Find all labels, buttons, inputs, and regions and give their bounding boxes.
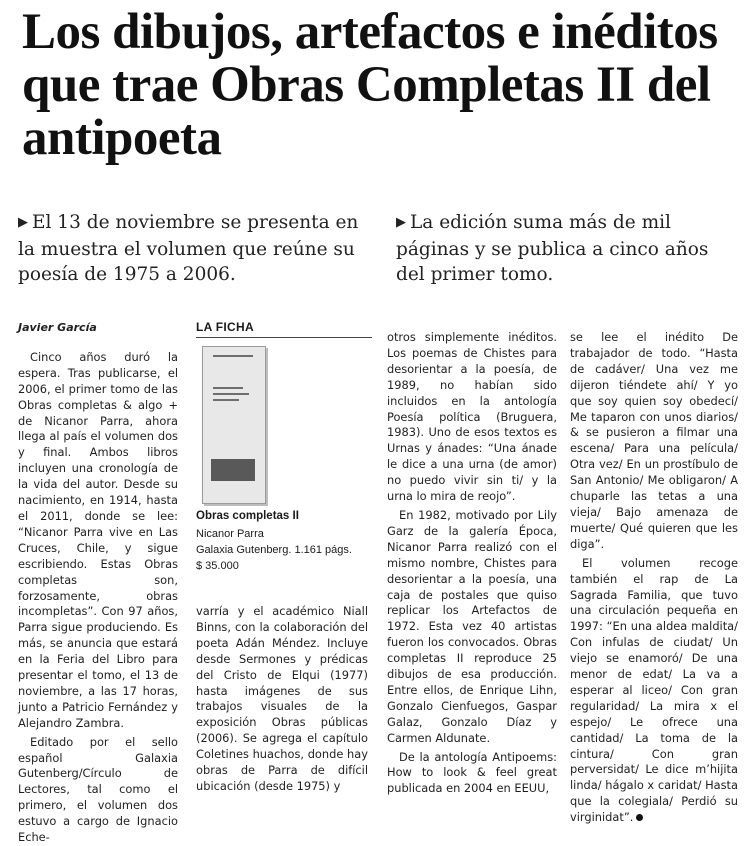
paragraph: varría y el académico Niall Binns, con la colaboración del poeta Adán Méndez. Incluye desde Sermones y prédicas del Cristo de Elqui (1977) hasta imágenes de sus trabajos visuales de la exposición Obras públicas (2006). Se agrega el capítulo Coletines huachos, donde hay obras de Parra de difícil ubicación (desde 1975) y <box>196 604 368 793</box>
cover-line <box>213 355 253 357</box>
book-price: $ 35.000 <box>196 560 239 572</box>
cover-artwork <box>211 459 255 481</box>
divider <box>196 337 372 338</box>
article-column-4 <box>570 330 738 826</box>
triangle-bullet-icon: ▶ <box>18 215 28 230</box>
bullet-point-2 <box>396 210 738 287</box>
bullet-point-1 <box>18 210 378 287</box>
book-publisher: Galaxia Gutenberg. 1.161 págs. <box>196 544 352 556</box>
book-title: Obras completas II <box>196 510 299 522</box>
paragraph: En 1982, motivado por Lily Garz de la galería Época, Nicanor Parra realizó con el mismo nombre, Chistes para desorientar a la poesía, una caja de postales que quiso replicar los Artefactos de 1972. Esta vez 40 artistas fueron los convocados. Obras completas II reproduce 25 dibujos de esa producción. Entre ellos, de Enrique Lihn, Gonzalo Cienfuegos, Gaspar Galaz, Gonzalo Díaz y Carmen Aldunate. <box>387 507 557 745</box>
headline: Los dibujos, artefactos e inéditos que trae Obras Completas II del antipoeta <box>22 4 718 166</box>
paragraph: se lee el inédito De trabajador de todo. “Hasta de cadáver/ Una vez me dijeron tiéndete ahí/ Y yo que soy quien soy obedecí/ Me taparon con unos diarios/ & se pusieron a filmar una escena/ Para una película/ Otra vez/ En un prostíbulo de San Antonio/ Me obligaron/ A chuparle las tetas a una vieja/ Bajo amenaza de muerte/ Qué quieren que les diga”. <box>570 330 738 551</box>
paragraph: Cinco años duró la espera. Tras publicarse, el 2006, el primer tomo de las Obras completas & algo + de Nicanor Parra, ahora llega al país el volumen dos y final. Ambos libros incluyen una cronología de la vida del autor. Desde su nacimiento, en 1914, hasta el 2011, donde se lee: “Nicanor Parra vive en Las Cruces, Chile, y sigue escribiendo. Estas Obras completas son, forzosamente, obras incompletas”. Con 97 años, Parra sigue produciendo. Es más, se anuncia que estará en la Feria del Libro para presentar el tomo, el 13 de noviembre, a las 17 horas, junto a Patricio Fernández y Alejandro Zambra. <box>18 349 178 730</box>
article-column-2 <box>196 604 368 795</box>
cover-line <box>213 387 243 389</box>
paragraph-text: El volumen recoge también el rap de La Sagrada Familia, que tuvo una circulación pequeña en 1997: “En una aldea maldita/ Con infulas de ciudat/ Un viejo se enamoró/ De una menor de edat/ La va a esperar al liceo/ Con gran regularidad/ La mira x el espejo/ Le ofrece una cantidad/ La toma de la cintura/ Con gran perversidat/ Le dice m’hijita linda/ hágalo x caridat/ Hasta que la colegiala/ Perdió su virginidat”. <box>570 555 738 825</box>
end-of-article-mark-icon <box>636 814 643 821</box>
byline: Javier García <box>18 321 97 334</box>
article-column-3 <box>387 330 557 797</box>
paragraph: De la antología Antipoems: How to look & feel great publicada en 2004 en EEUU, <box>387 749 557 796</box>
paragraph: otros simplemente inéditos. Los poemas de Chistes para desorientar a la poesía, de 1989, no habían sido incluidos en la antología Poesía política (Bruguera, 1983). Uno de esos textos es Urnas y ánades: “Una ánade le dice a una urna (de amor) no puedo vivir sin ti/ y la urna lo mira de reojo”. <box>387 330 557 504</box>
article-column-1 <box>18 320 178 846</box>
paragraph <box>570 556 738 826</box>
fact-box <box>196 320 372 592</box>
bullet-text: La edición suma más de mil páginas y se publica a cinco años del primer tomo. <box>396 212 709 285</box>
cover-line <box>213 393 249 395</box>
book-cover-image <box>202 346 266 504</box>
cover-line <box>213 399 239 401</box>
paragraph: Editado por el sello español Galaxia Gutenberg/Círculo de Lectores, tal como el primero, el volumen dos estuvo a cargo de Ignacio Eche- <box>18 734 178 845</box>
book-author: Nicanor Parra <box>196 528 264 540</box>
fact-box-label: LA FICHA <box>196 320 254 334</box>
bullet-text: El 13 de noviembre se presenta en la muestra el volumen que reúne su poesía de 1975 a 2006. <box>18 212 359 285</box>
triangle-bullet-icon: ▶ <box>396 215 406 230</box>
